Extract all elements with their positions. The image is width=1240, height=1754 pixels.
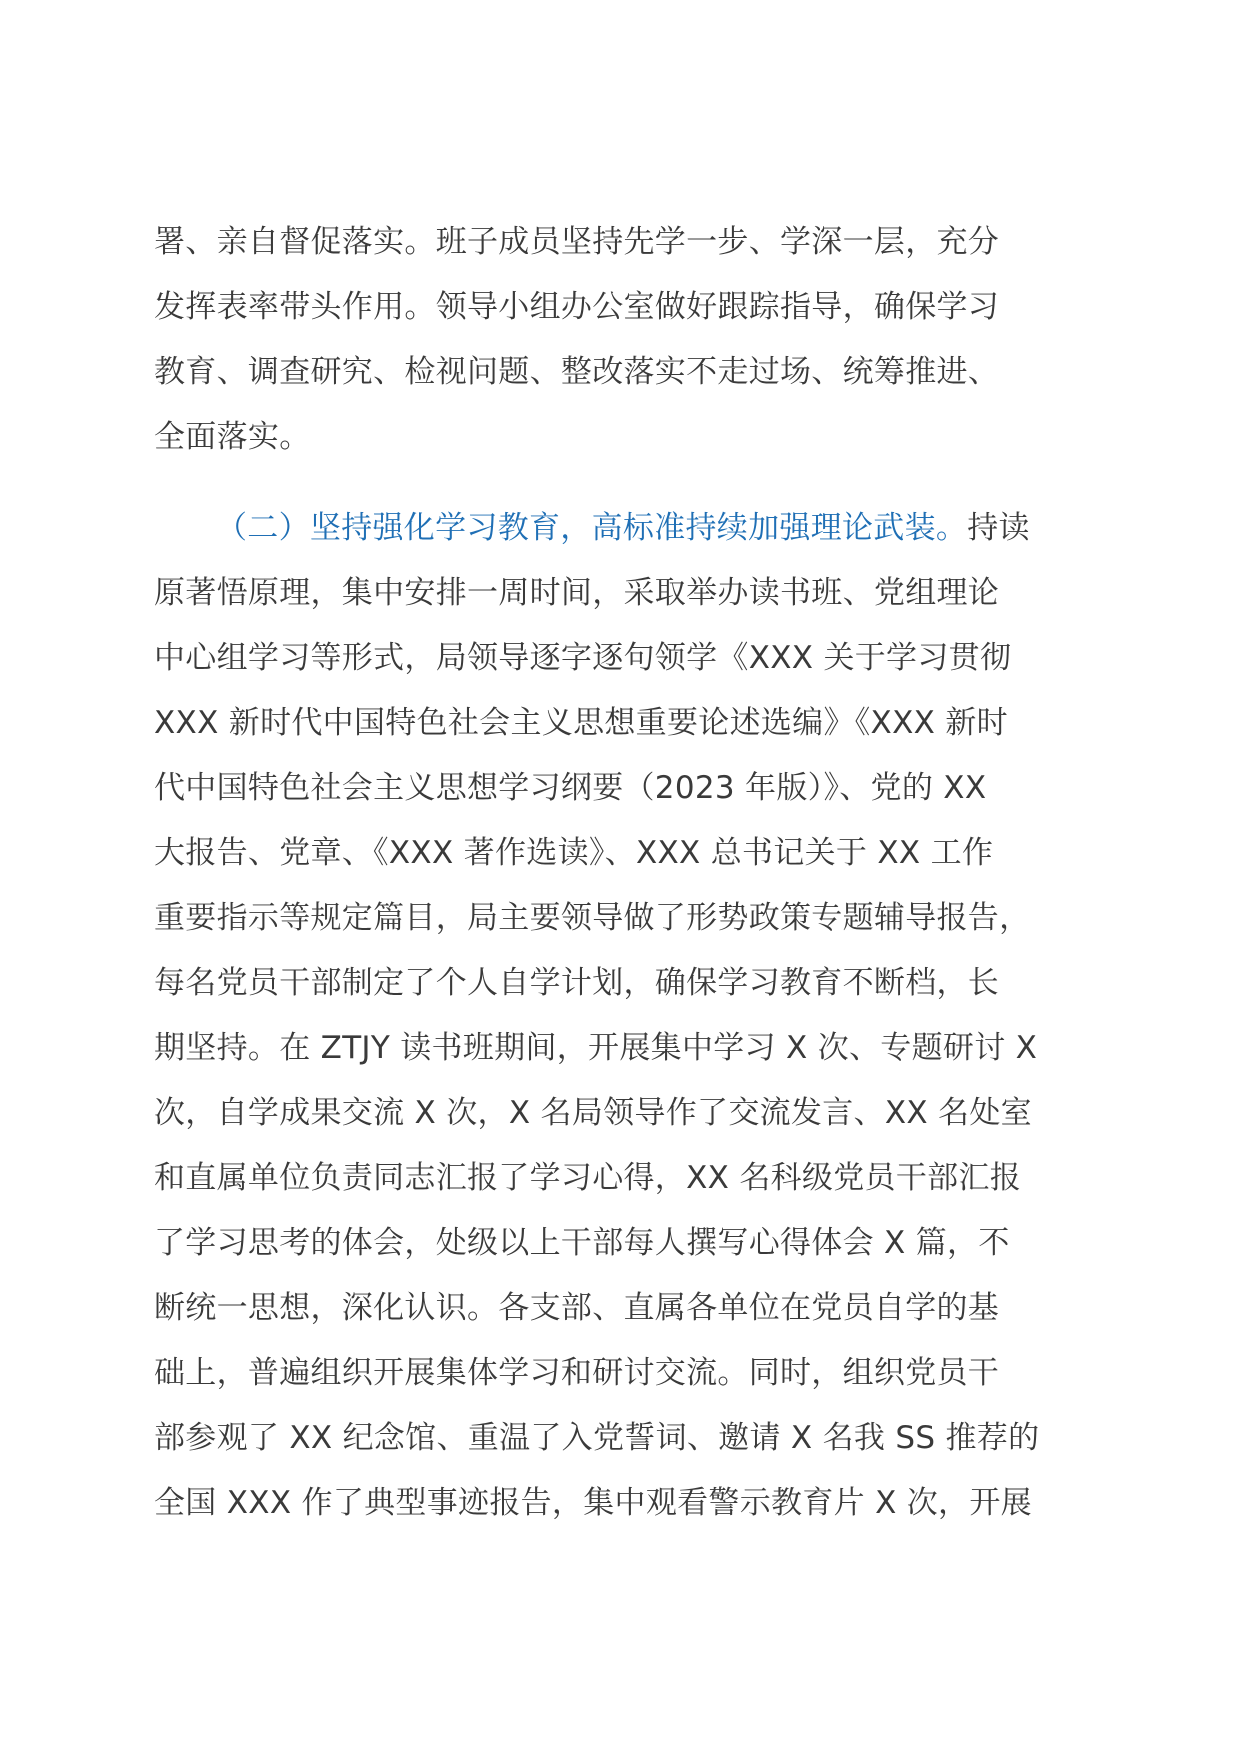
paragraph-line: 断统一思想，深化认识。各支部、直属各单位在党员自学的基 [154, 1290, 1000, 1326]
paragraph-1 [154, 210, 1094, 470]
paragraph-line: 础上，普遍组织开展集体学习和研讨交流。同时，组织党员干 [154, 1355, 1000, 1391]
heading-line-continuation: 持读 [967, 510, 1030, 546]
paragraph-line: 教育、调查研究、检视问题、整改落实不走过场、统筹推进、 [154, 354, 1000, 390]
paragraph-line: 次，自学成果交流 X 次，X 名局领导作了交流发言、XX 名处室 [154, 1095, 1032, 1131]
paragraph-line: 全国 XXX 作了典型事迹报告，集中观看警示教育片 X 次，开展 [154, 1485, 1032, 1521]
section-heading: （二）坚持强化学习教育，高标准持续加强理论武装。 [216, 510, 968, 546]
paragraph-line: 每名党员干部制定了个人自学计划，确保学习教育不断档，长 [154, 965, 1000, 1001]
paragraph-line: 重要指示等规定篇目，局主要领导做了形势政策专题辅导报告， [154, 900, 1031, 936]
paragraph-line: 全面落实。 [154, 419, 311, 455]
paragraph-line: 部参观了 XX 纪念馆、重温了入党誓词、邀请 X 名我 SS 推荐的 [154, 1420, 1040, 1456]
paragraph-line: 期坚持。在 ZTJY 读书班期间，开展集中学习 X 次、专题研讨 X [154, 1030, 1038, 1066]
paragraph-line: 中心组学习等形式，局领导逐字逐句领学《XXX 关于学习贯彻 [154, 640, 1012, 676]
paragraph-line: 大报告、党章、《XXX 著作选读》、XXX 总书记关于 XX 工作 [154, 835, 994, 871]
paragraph-line: 原著悟原理，集中安排一周时间，采取举办读书班、党组理论 [154, 575, 1000, 611]
paragraph-line: 发挥表率带头作用。领导小组办公室做好跟踪指导，确保学习 [154, 289, 1000, 325]
paragraph-2 [154, 496, 1094, 1536]
paragraph-line: XXX 新时代中国特色社会主义思想重要论述选编》《XXX 新时 [154, 705, 1008, 741]
paragraph-first-line [154, 496, 1094, 561]
paragraph-line: 代中国特色社会主义思想学习纲要（2023 年版）》、党的 XX [154, 770, 987, 806]
paragraph-line: 署、亲自督促落实。班子成员坚持先学一步、学深一层，充分 [154, 224, 1000, 260]
paragraph-line: 了学习思考的体会，处级以上干部每人撰写心得体会 X 篇，不 [154, 1225, 1010, 1261]
paragraph-line: 和直属单位负责同志汇报了学习心得，XX 名科级党员干部汇报 [154, 1160, 1022, 1196]
